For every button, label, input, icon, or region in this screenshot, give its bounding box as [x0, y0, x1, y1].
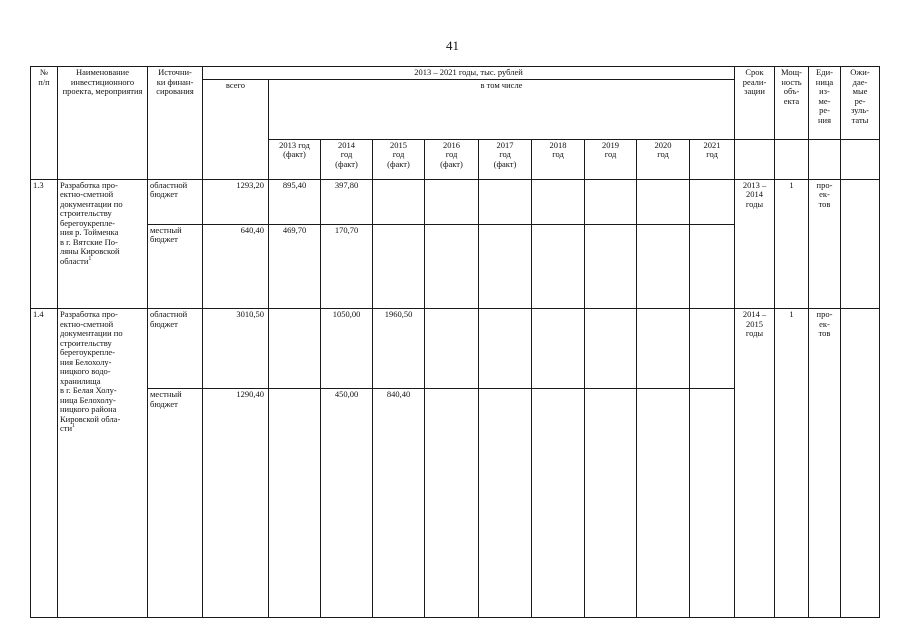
year-2021-cell	[690, 224, 735, 308]
header-including: в том числе	[269, 79, 735, 139]
year-2014-cell: 450,00	[321, 389, 373, 618]
header-year-2014: 2014 год (факт)	[321, 139, 373, 179]
source-cell: областной бюджет	[148, 179, 203, 224]
year-2020-cell	[637, 309, 690, 389]
year-2013-cell	[269, 309, 321, 389]
page-number: 41	[446, 38, 459, 53]
header-total: всего	[203, 79, 269, 179]
header-period: 2013 – 2021 годы, тыс. рублей	[203, 67, 735, 80]
year-2016-cell	[425, 309, 479, 389]
total-cell: 3010,50	[203, 309, 269, 389]
year-2014-cell: 397,80	[321, 179, 373, 224]
year-2020-cell	[637, 389, 690, 618]
year-2019-cell	[585, 309, 637, 389]
unit-cell-cont	[809, 389, 841, 618]
header-term: Срок реали- зации	[735, 67, 775, 140]
footnote-mark: 1	[88, 256, 92, 263]
year-2021-cell	[690, 309, 735, 389]
year-2018-cell	[532, 224, 585, 308]
capacity-cell: 1	[775, 179, 809, 308]
header-results-blank	[841, 139, 880, 179]
header-num: № п/п	[31, 67, 58, 180]
header-source: Источни- ки финан- сирования	[148, 67, 203, 180]
capacity-cell: 1	[775, 309, 809, 389]
year-2018-cell	[532, 389, 585, 618]
row-name: Разработка про- ектно-сметной документации по строительству берегоукрепле- ния р. Тойменка в г. Вятские По- ляны Кировской области$^1$	[58, 179, 148, 308]
year-2018-cell	[532, 179, 585, 224]
year-2015-cell	[373, 179, 425, 224]
year-2016-cell	[425, 389, 479, 618]
table-row	[31, 179, 880, 224]
year-2017-cell	[479, 309, 532, 389]
year-2019-cell	[585, 224, 637, 308]
row-num: 1.4	[31, 309, 58, 618]
footnote-mark: 1	[72, 423, 76, 430]
unit-cell: про- ек- тов	[809, 309, 841, 389]
year-2021-cell	[690, 179, 735, 224]
header-year-2013: 2013 год (факт)	[269, 139, 321, 179]
table-row	[31, 309, 880, 389]
year-2013-cell	[269, 389, 321, 618]
year-2016-cell	[425, 179, 479, 224]
total-cell: 1290,40	[203, 389, 269, 618]
term-cell: 2014 – 2015 годы	[735, 309, 775, 389]
results-cell	[841, 309, 880, 618]
row-name: Разработка про- ектно-сметной документации по строительству берегоукрепле- ния Белохолу- ницкого водо- хранилища в г. Белая Холу- ница Белохолу- ницкого района Кировской обла- сти$^1$	[58, 309, 148, 618]
table-row	[31, 389, 880, 618]
year-2019-cell	[585, 389, 637, 618]
year-2017-cell	[479, 179, 532, 224]
row-num: 1.3	[31, 179, 58, 308]
header-results: Ожи- дае- мые ре- зуль- таты	[841, 67, 880, 140]
term-cell-cont	[735, 389, 775, 618]
year-2017-cell	[479, 224, 532, 308]
header-unit-blank	[809, 139, 841, 179]
header-capacity: Мощ- ность объ- екта	[775, 67, 809, 140]
total-cell: 640,40	[203, 224, 269, 308]
year-2020-cell	[637, 224, 690, 308]
results-cell	[841, 179, 880, 308]
header-year-2016: 2016 год (факт)	[425, 139, 479, 179]
header-year-2019: 2019 год	[585, 139, 637, 179]
capacity-cell-cont	[775, 389, 809, 618]
header-capacity-blank	[775, 139, 809, 179]
investment-table	[30, 66, 880, 618]
year-2020-cell	[637, 179, 690, 224]
year-2021-cell	[690, 389, 735, 618]
header-year-2020: 2020 год	[637, 139, 690, 179]
year-2016-cell	[425, 224, 479, 308]
header-year-2021: 2021 год	[690, 139, 735, 179]
source-cell: местный бюджет	[148, 224, 203, 308]
year-2013-cell: 469,70	[269, 224, 321, 308]
header-year-2018: 2018 год	[532, 139, 585, 179]
source-cell: областной бюджет	[148, 309, 203, 389]
header-year-2015: 2015 год (факт)	[373, 139, 425, 179]
year-2015-cell: 840,40	[373, 389, 425, 618]
header-unit: Еди- ница из- ме- ре- ния	[809, 67, 841, 140]
year-2014-cell: 1050,00	[321, 309, 373, 389]
source-cell: местный бюджет	[148, 389, 203, 618]
year-2015-cell	[373, 224, 425, 308]
year-2015-cell: 1960,50	[373, 309, 425, 389]
year-2018-cell	[532, 309, 585, 389]
year-2017-cell	[479, 389, 532, 618]
header-name: Наименование инвестиционного проекта, мероприятия	[58, 67, 148, 180]
year-2019-cell	[585, 179, 637, 224]
header-term-blank	[735, 139, 775, 179]
unit-cell: про- ек- тов	[809, 179, 841, 308]
year-2014-cell: 170,70	[321, 224, 373, 308]
total-cell: 1293,20	[203, 179, 269, 224]
header-year-2017: 2017 год (факт)	[479, 139, 532, 179]
term-cell: 2013 – 2014 годы	[735, 179, 775, 308]
year-2013-cell: 895,40	[269, 179, 321, 224]
